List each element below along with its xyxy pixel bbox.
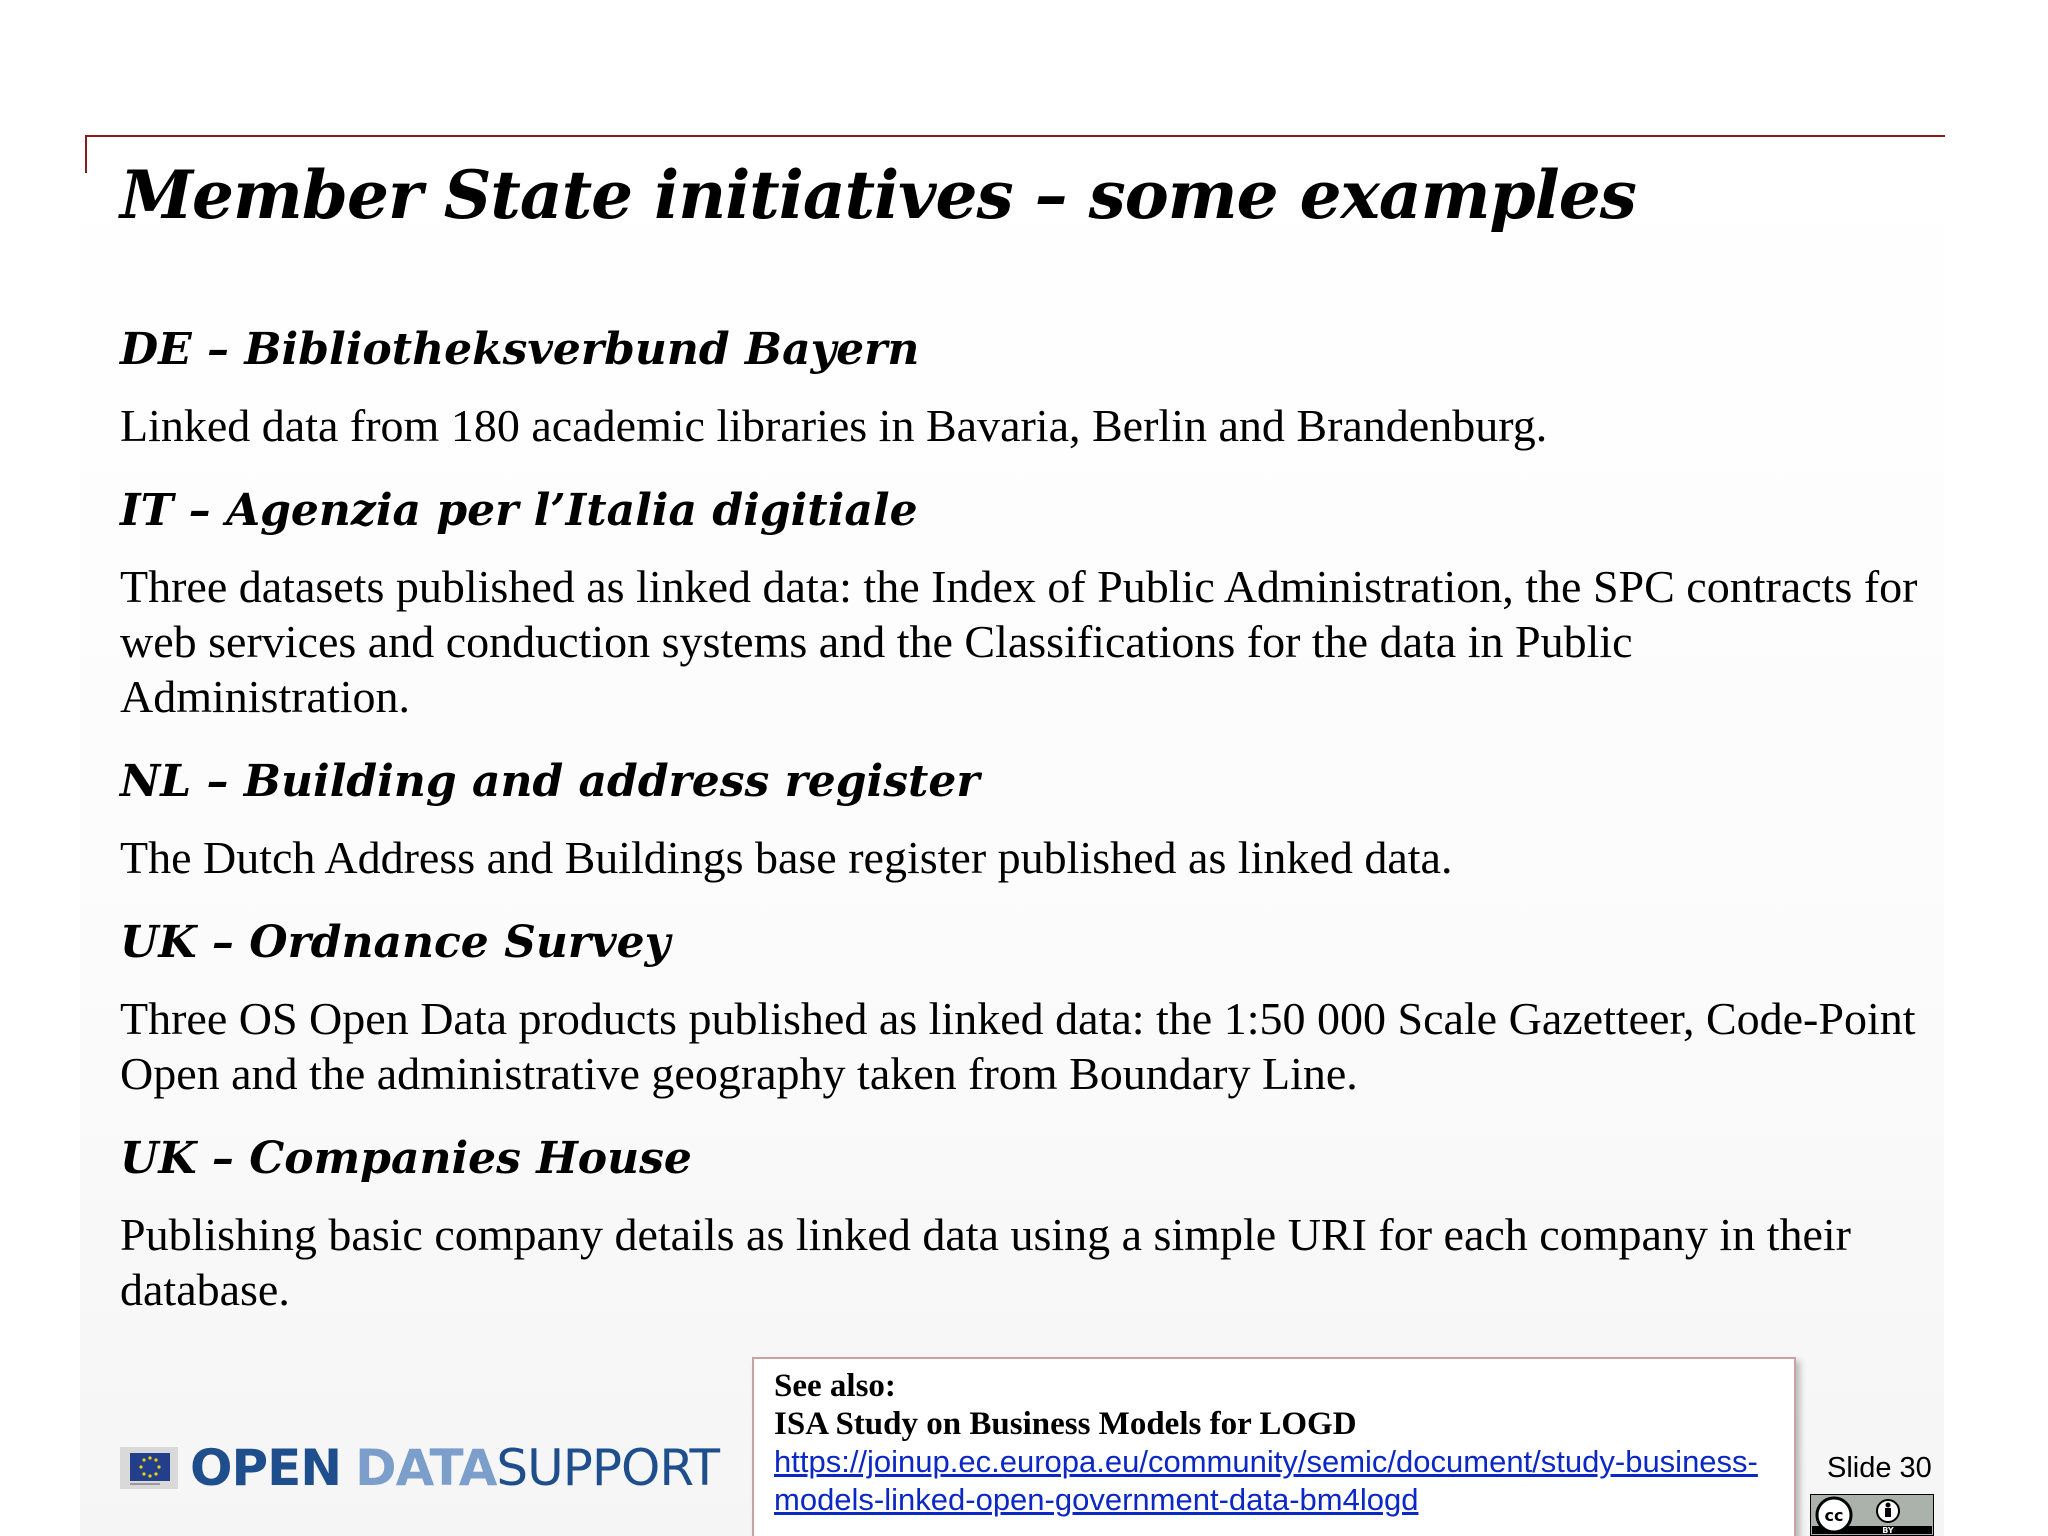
initiatives-list bbox=[120, 312, 1920, 1337]
slide-title: Member State initiatives – some examples bbox=[120, 156, 1636, 234]
initiative-heading: DE – Bibliotheksverbund Bayern bbox=[120, 324, 920, 375]
slide-number: Slide 30 bbox=[1827, 1452, 1932, 1484]
initiative-heading: UK – Ordnance Survey bbox=[120, 917, 671, 968]
logo-support-text: SUPPORT bbox=[496, 1439, 720, 1497]
by-label: BY bbox=[1882, 1526, 1894, 1535]
title-rule-tick bbox=[85, 135, 87, 173]
initiative-description: Three datasets published as linked data: the Index of Public Administration, the SPC contracts for web services and conduction systems and the Classifications for the data in Public Administration. bbox=[120, 561, 1918, 722]
logo-data-text: DATA bbox=[355, 1439, 497, 1497]
open-data-support-logo bbox=[120, 1438, 719, 1498]
eu-flag-icon bbox=[120, 1447, 178, 1489]
initiative-description: Publishing basic company details as linked data using a simple URI for each company in their database. bbox=[120, 1209, 1851, 1315]
initiative-item bbox=[120, 1121, 1920, 1333]
initiative-description: Linked data from 180 academic libraries in Bavaria, Berlin and Brandenburg. bbox=[120, 400, 1548, 451]
title-rule bbox=[85, 135, 1945, 137]
study-link[interactable]: https://joinup.ec.europa.eu/community/semic/document/study-business-models-linked-open-government-data-bm4logd bbox=[774, 1444, 1758, 1517]
initiative-item bbox=[120, 312, 1920, 469]
initiative-item bbox=[120, 905, 1920, 1117]
creative-commons-by-icon bbox=[1810, 1494, 1934, 1536]
see-also-label: See also: bbox=[774, 1368, 896, 1404]
logo-open-text: OPEN bbox=[190, 1439, 342, 1497]
see-also-box bbox=[752, 1357, 1796, 1536]
initiative-item bbox=[120, 744, 1920, 901]
initiative-item bbox=[120, 473, 1920, 740]
initiative-heading: UK – Companies House bbox=[120, 1133, 692, 1184]
initiative-heading: NL – Building and address register bbox=[120, 756, 980, 807]
see-also-study-title: ISA Study on Business Models for LOGD bbox=[774, 1406, 1357, 1442]
initiative-heading: IT – Agenzia per l’Italia digitiale bbox=[120, 485, 918, 536]
initiative-description: The Dutch Address and Buildings base register published as linked data. bbox=[120, 832, 1453, 883]
cc-label: cc bbox=[1824, 1506, 1844, 1525]
initiative-description: Three OS Open Data products published as linked data: the 1:50 000 Scale Gazetteer, Code-Point Open and the administrative geography taken from Boundary Line. bbox=[120, 993, 1916, 1099]
